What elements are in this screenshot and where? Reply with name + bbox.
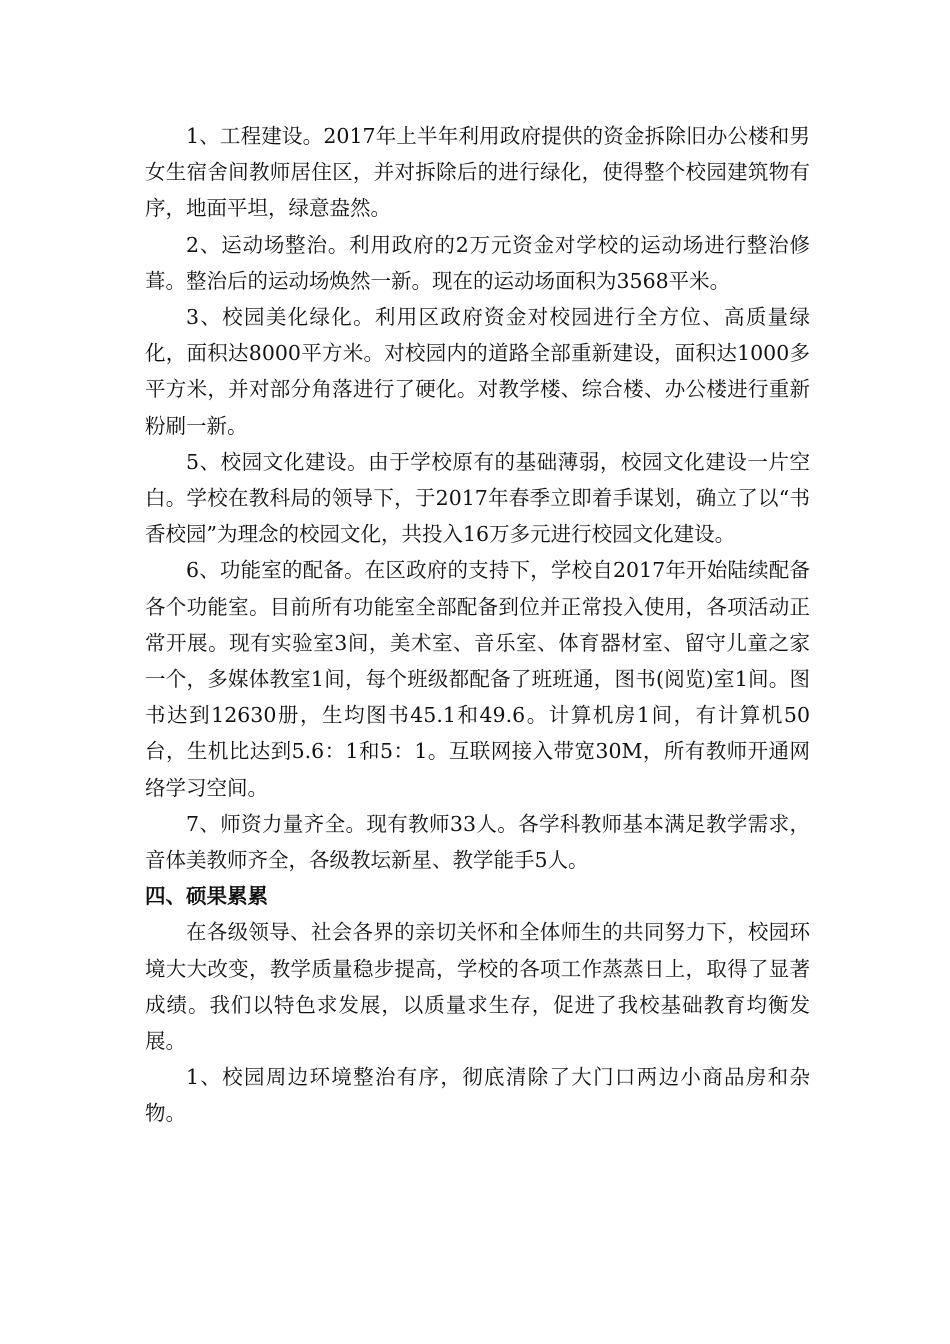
paragraph-achievements: 在各级领导、社会各界的亲切关怀和全体师生的共同努力下，校园环境大大改变，教学质量稳步提高，学校的各项工作蒸蒸日上，取得了显著成绩。我们以特色求发展，以质量求生存，促进了我校基础教育均衡发展。: [145, 920, 810, 1054]
paragraph-environment: 1、校园周边环境整治有序，彻底清除了大门口两边小商品房和杂物。: [145, 1065, 810, 1126]
paragraph-greening: 3、校园美化绿化。利用区政府资金对校园进行全方位、高质量绿化，面积达8000平方米。对校园内的道路全部重新建设，面积达1000多平方米，并对部分角落进行了硬化。对教学楼、综合楼、办公楼进行重新粉刷一新。: [145, 305, 810, 438]
section-heading: 四、硕果累累: [145, 884, 268, 909]
paragraph-sports-field: 2、运动场整治。利用政府的2万元资金对学校的运动场进行整治修葺。整治后的运动场焕然一新。现在的运动场面积为3568平米。: [145, 232, 810, 293]
paragraph-function-rooms: 6、功能室的配备。在区政府的支持下，学校自2017年开始陆续配备各个功能室。目前所有功能室全部配备到位并正常投入使用，各项活动正常开展。现有实验室3间，美术室、音乐室、体育器材室、留守儿童之家一个，多媒体教室1间，每个班级都配备了班班通，图书(阅览)室1间。图书达到12630册，生均图书45.1和49.6。计算机房1间，有计算机50台，生机比达到5.6：1和5：1。互联网接入带宽30M，所有教师开通网络学习空间。: [145, 558, 810, 800]
document-body: [145, 118, 810, 1132]
paragraph-campus-culture: 5、校园文化建设。由于学校原有的基础薄弱，校园文化建设一片空白。学校在教科局的领导下，于2017年春季立即着手谋划，确立了以“书香校园”为理念的校园文化，共投入16万多元进行校园文化建设。: [145, 449, 810, 547]
paragraph-teachers: 7、师资力量齐全。现有教师33人。各学科教师基本满足教学需求，音体美教师齐全，各级教坛新星、教学能手5人。: [145, 811, 810, 873]
paragraph-engineering: 1、工程建设。2017年上半年利用政府提供的资金拆除旧办公楼和男女生宿舍间教师居住区，并对拆除后的进行绿化，使得整个校园建筑物有序，地面平坦，绿意盎然。: [145, 124, 810, 221]
